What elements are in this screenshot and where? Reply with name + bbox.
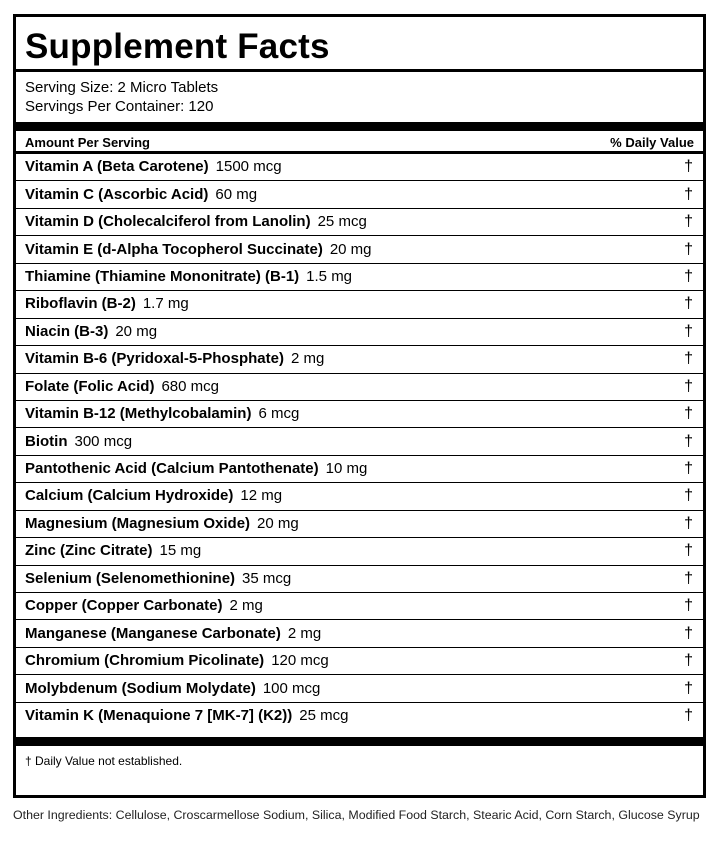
nutrient-name: Manganese (Manganese Carbonate) <box>25 624 281 642</box>
nutrient-row <box>16 511 703 538</box>
daily-value-dagger: † <box>684 295 693 313</box>
nutrient-row <box>16 319 703 346</box>
nutrient-amount: 300 mcg <box>74 432 133 450</box>
nutrient-label <box>25 186 257 204</box>
nutrient-label <box>25 597 263 615</box>
nutrient-row <box>16 401 703 428</box>
nutrient-name: Vitamin E (d-Alpha Tocopherol Succinate) <box>25 240 323 258</box>
nutrient-label <box>25 350 324 368</box>
nutrient-amount: 6 mcg <box>258 405 300 423</box>
daily-value-dagger: † <box>684 597 693 615</box>
nutrient-label <box>25 295 189 313</box>
nutrient-label <box>25 570 291 588</box>
other-ingredients: Other Ingredients: Cellulose, Croscarmellose Sodium, Silica, Modified Food Starch, Stearic Acid, Corn Starch, Glucose Syrup <box>13 808 700 822</box>
nutrient-row <box>16 236 703 263</box>
nutrient-label <box>25 652 329 670</box>
nutrient-label <box>25 323 157 341</box>
daily-value-dagger: † <box>684 460 693 478</box>
nutrient-label <box>25 707 348 725</box>
nutrient-row <box>16 428 703 455</box>
nutrient-amount: 680 mcg <box>161 377 219 395</box>
daily-value-dagger: † <box>684 432 693 450</box>
nutrient-row <box>16 154 703 181</box>
nutrient-row <box>16 374 703 401</box>
nutrient-amount: 2 mg <box>229 597 263 615</box>
daily-value-dagger: † <box>684 322 693 340</box>
nutrient-label <box>25 542 201 560</box>
nutrient-amount: 15 mg <box>159 542 202 560</box>
nutrient-label <box>25 680 320 698</box>
nutrient-name: Vitamin B-6 (Pyridoxal-5-Phosphate) <box>25 350 284 368</box>
nutrient-name: Vitamin K (Menaquione 7 [MK-7] (K2)) <box>25 707 293 725</box>
nutrient-name: Biotin <box>25 432 68 450</box>
nutrient-name: Vitamin B-12 (Methylcobalamin) <box>25 405 252 423</box>
daily-value-dagger: † <box>684 569 693 587</box>
nutrient-name: Vitamin C (Ascorbic Acid) <box>25 185 209 203</box>
nutrient-label <box>25 378 219 396</box>
nutrient-name: Vitamin A (Beta Carotene) <box>25 158 209 176</box>
nutrient-name: Folate (Folic Acid) <box>25 377 155 395</box>
nutrient-name: Calcium (Calcium Hydroxide) <box>25 487 234 505</box>
nutrient-name: Pantothenic Acid (Calcium Pantothenate) <box>25 460 319 478</box>
daily-value-dagger: † <box>684 213 693 231</box>
nutrient-row <box>16 538 703 565</box>
nutrient-amount: 60 mg <box>215 185 258 203</box>
daily-value-dagger: † <box>684 350 693 368</box>
nutrient-amount: 12 mg <box>240 487 283 505</box>
nutrient-row <box>16 264 703 291</box>
daily-value-dagger: † <box>684 542 693 560</box>
nutrient-row <box>16 483 703 510</box>
nutrient-name: Vitamin D (Cholecalciferol from Lanolin) <box>25 213 311 231</box>
supplement-facts-panel <box>13 14 706 798</box>
nutrient-name: Thiamine (Thiamine Mononitrate) (B-1) <box>25 267 300 285</box>
divider-thin <box>16 69 703 72</box>
divider-thick-bottom <box>16 737 703 746</box>
nutrient-row <box>16 620 703 647</box>
nutrient-label <box>25 433 132 451</box>
nutrient-label <box>25 405 299 423</box>
nutrient-row <box>16 209 703 236</box>
nutrient-row <box>16 181 703 208</box>
nutrient-amount: 35 mcg <box>242 569 292 587</box>
amount-per-serving-header: Amount Per Serving <box>25 135 150 150</box>
nutrient-amount: 100 mcg <box>262 679 321 697</box>
daily-value-dagger: † <box>684 185 693 203</box>
nutrient-label <box>25 515 299 533</box>
panel-title: Supplement Facts <box>25 27 330 66</box>
nutrient-row <box>16 566 703 593</box>
daily-value-dagger: † <box>684 707 693 725</box>
daily-value-dagger: † <box>684 679 693 697</box>
nutrient-label <box>25 213 367 231</box>
nutrient-row <box>16 346 703 373</box>
nutrient-row <box>16 456 703 483</box>
nutrient-name: Chromium (Chromium Picolinate) <box>25 652 265 670</box>
nutrient-label <box>25 268 352 286</box>
nutrient-row <box>16 675 703 702</box>
serving-size: Serving Size: 2 Micro Tablets <box>25 79 219 96</box>
daily-value-dagger: † <box>684 652 693 670</box>
nutrient-amount: 20 mg <box>329 240 372 258</box>
nutrient-label <box>25 158 282 176</box>
servings-per-container: Servings Per Container: 120 <box>25 98 214 115</box>
nutrient-amount: 1.5 mg <box>306 267 353 285</box>
nutrient-amount: 25 mcg <box>299 707 349 725</box>
daily-value-dagger: † <box>684 240 693 258</box>
nutrient-amount: 25 mcg <box>317 213 367 231</box>
nutrient-amount: 10 mg <box>325 460 368 478</box>
divider-thick <box>16 122 703 131</box>
daily-value-dagger: † <box>684 377 693 395</box>
nutrient-name: Molybdenum (Sodium Molydate) <box>25 679 256 697</box>
daily-value-dagger: † <box>684 405 693 423</box>
daily-value-dagger: † <box>684 624 693 642</box>
nutrient-row <box>16 593 703 620</box>
nutrient-name: Zinc (Zinc Citrate) <box>25 542 153 560</box>
daily-value-dagger: † <box>684 158 693 176</box>
nutrient-name: Selenium (Selenomethionine) <box>25 569 236 587</box>
nutrient-row <box>16 648 703 675</box>
nutrient-label <box>25 487 282 505</box>
nutrient-amount: 1500 mcg <box>215 158 282 176</box>
nutrient-row <box>16 703 703 730</box>
nutrient-name: Magnesium (Magnesium Oxide) <box>25 514 251 532</box>
nutrient-amount: 2 mg <box>287 624 322 642</box>
nutrient-list <box>16 154 703 730</box>
daily-value-dagger: † <box>684 267 693 285</box>
nutrient-label <box>25 241 372 259</box>
nutrient-row <box>16 291 703 318</box>
nutrient-amount: 120 mcg <box>271 652 329 670</box>
nutrient-name: Niacin (B-3) <box>25 322 109 340</box>
nutrient-amount: 20 mg <box>257 514 299 532</box>
nutrient-amount: 20 mg <box>115 322 158 340</box>
daily-value-header: % Daily Value <box>610 135 694 150</box>
daily-value-dagger: † <box>684 514 693 532</box>
nutrient-label <box>25 460 367 478</box>
daily-value-dagger: † <box>684 487 693 505</box>
nutrient-name: Riboflavin (B-2) <box>25 295 136 313</box>
footnote: † Daily Value not established. <box>25 754 183 768</box>
nutrient-amount: 1.7 mg <box>142 295 189 313</box>
nutrient-label <box>25 625 321 643</box>
nutrient-amount: 2 mg <box>290 350 325 368</box>
nutrient-name: Copper (Copper Carbonate) <box>25 597 223 615</box>
